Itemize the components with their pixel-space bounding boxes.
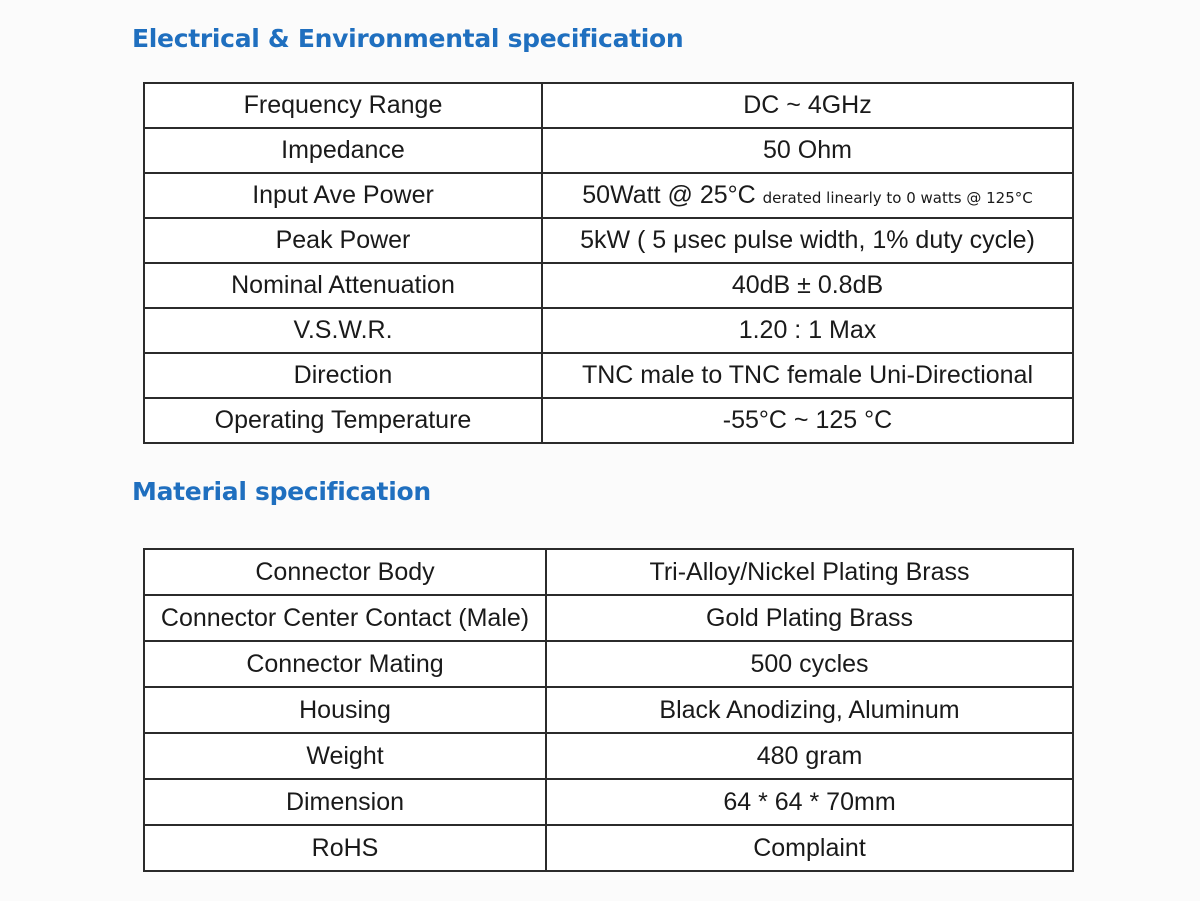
spec-value: 64 * 64 * 70mm	[546, 779, 1073, 825]
spec-label: RoHS	[144, 825, 546, 871]
spec-label: V.S.W.R.	[144, 308, 542, 353]
table-row	[144, 733, 1073, 779]
table-row	[144, 641, 1073, 687]
table-row	[144, 595, 1073, 641]
table-row	[144, 825, 1073, 871]
table-row	[144, 687, 1073, 733]
spec-value: Black Anodizing, Aluminum	[546, 687, 1073, 733]
spec-value: Gold Plating Brass	[546, 595, 1073, 641]
table-row	[144, 263, 1073, 308]
spec-label: Direction	[144, 353, 542, 398]
spec-value: -55°C ~ 125 °C	[542, 398, 1073, 443]
table-row	[144, 173, 1073, 218]
spec-label: Operating Temperature	[144, 398, 542, 443]
electrical-spec-table	[143, 82, 1074, 444]
table-row	[144, 353, 1073, 398]
spec-value: 50 Ohm	[542, 128, 1073, 173]
spec-label: Weight	[144, 733, 546, 779]
spec-value: 1.20 : 1 Max	[542, 308, 1073, 353]
spec-value: DC ~ 4GHz	[542, 83, 1073, 128]
spec-value: Complaint	[546, 825, 1073, 871]
spec-value: 480 gram	[546, 733, 1073, 779]
spec-label: Connector Mating	[144, 641, 546, 687]
table-row	[144, 308, 1073, 353]
spec-value: Tri-Alloy/Nickel Plating Brass	[546, 549, 1073, 595]
spec-label: Connector Body	[144, 549, 546, 595]
spec-label: Connector Center Contact (Male)	[144, 595, 546, 641]
table-row	[144, 83, 1073, 128]
spec-value-note: derated linearly to 0 watts @ 125°C	[762, 189, 1033, 207]
spec-label: Peak Power	[144, 218, 542, 263]
spec-value: 50Watt @ 25°C	[582, 181, 756, 209]
table-row	[144, 549, 1073, 595]
table-row	[144, 779, 1073, 825]
material-spec-table	[143, 548, 1074, 872]
spec-label: Nominal Attenuation	[144, 263, 542, 308]
table-row	[144, 218, 1073, 263]
spec-value: 5kW ( 5 μsec pulse width, 1% duty cycle)	[542, 218, 1073, 263]
spec-value: TNC male to TNC female Uni-Directional	[542, 353, 1073, 398]
spec-label: Dimension	[144, 779, 546, 825]
table-row	[144, 128, 1073, 173]
spec-value-cell	[542, 173, 1073, 218]
spec-label: Frequency Range	[144, 83, 542, 128]
electrical-spec-title: Electrical & Environmental specification	[132, 24, 684, 53]
spec-label: Housing	[144, 687, 546, 733]
spec-value: 500 cycles	[546, 641, 1073, 687]
spec-value: 40dB ± 0.8dB	[542, 263, 1073, 308]
spec-label: Input Ave Power	[144, 173, 542, 218]
material-spec-title: Material specification	[132, 477, 431, 506]
table-row	[144, 398, 1073, 443]
spec-label: Impedance	[144, 128, 542, 173]
